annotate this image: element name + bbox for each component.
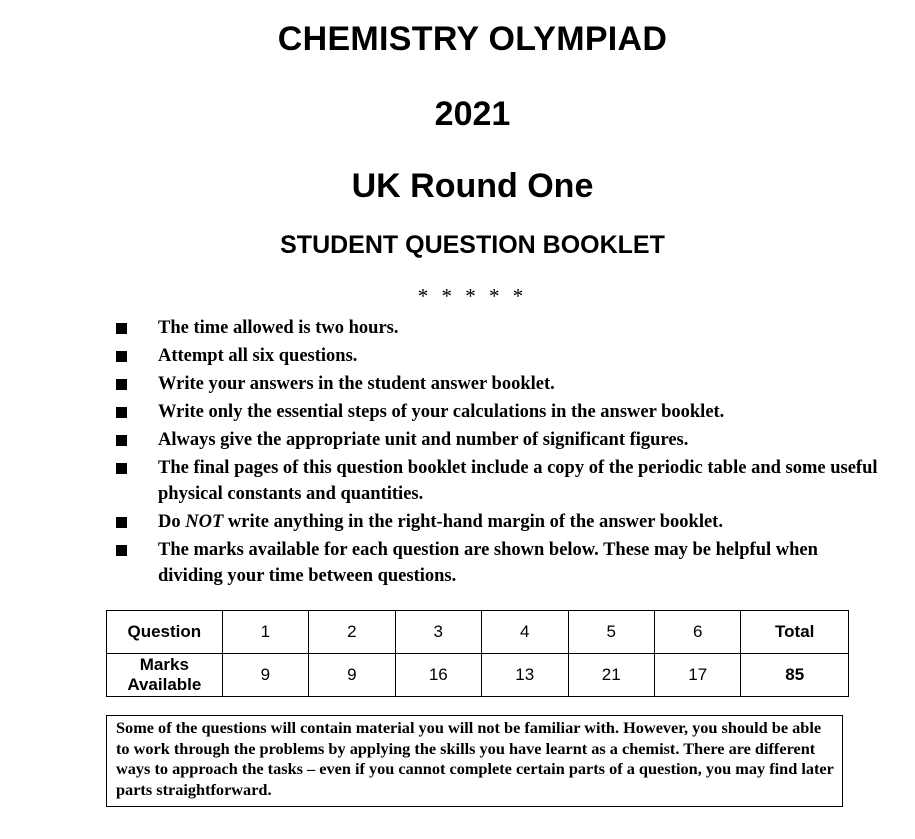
question-number-cell: 6 [654,611,740,654]
instruction-text: The final pages of this question booklet include a copy of the periodic table and some useful physical constants and quantities. [158,458,878,504]
stars-divider: * * * * * [417,284,528,308]
instruction-item [0,372,880,398]
instruction-item [0,428,880,454]
marks-value-cell: 9 [309,654,395,697]
instruction-item [0,456,880,507]
question-number-cell: 4 [482,611,568,654]
round-title: UK Round One [351,167,594,205]
instruction-item [0,510,880,536]
instruction-text-after: write anything in the right-hand margin of the answer booklet. [223,512,723,533]
instruction-text: The marks available for each question are shown below. These may be helpful when dividing your time between questions. [158,540,818,586]
document-year: 2021 [434,95,511,133]
instruction-text: Write your answers in the student answer booklet. [158,374,555,395]
marks-header-line1: Marks [139,655,189,674]
marks-header-line2: Available [127,675,202,694]
bullet-icon [116,517,127,528]
question-number-cell: 3 [395,611,481,654]
instruction-text-before: Do [158,512,186,533]
instructions-list [0,316,880,592]
marks-value-cell: 21 [568,654,654,697]
marks-table [106,610,849,697]
note-text: Some of the questions will contain material you will not be familiar with. However, you should be able to work through the problems by applying the skills you have learnt as a chemist. There are different ways to approach the tasks – even if you cannot complete certain parts of a question, you may find later parts straightforward. [116,718,834,799]
bullet-icon [116,323,127,334]
document-title: CHEMISTRY OLYMPIAD [277,20,668,58]
marks-value-cell: 13 [482,654,568,697]
question-header-cell: Question [107,611,223,654]
bullet-icon [116,435,127,446]
bullet-icon [116,351,127,362]
table-row [107,654,849,697]
marks-value-cell: 9 [222,654,308,697]
instruction-text: Always give the appropriate unit and number of significant figures. [158,430,689,451]
question-number-cell: 5 [568,611,654,654]
marks-value-cell: 16 [395,654,481,697]
instruction-item [0,538,880,589]
instruction-emphasis: NOT [185,512,224,533]
question-number-cell: 1 [222,611,308,654]
instruction-item [0,316,880,342]
marks-value-cell: 17 [654,654,740,697]
instruction-text: Write only the essential steps of your calculations in the answer booklet. [158,402,725,423]
bullet-icon [116,463,127,474]
instruction-text: Attempt all six questions. [158,346,358,367]
instruction-item [0,344,880,370]
booklet-subtitle: STUDENT QUESTION BOOKLET [280,231,665,259]
instruction-text: The time allowed is two hours. [158,318,399,338]
question-number-cell: 2 [309,611,395,654]
table-row [107,611,849,654]
bullet-icon [116,407,127,418]
bullet-icon [116,379,127,390]
total-header-cell: Total [741,611,849,654]
instruction-item [0,400,880,426]
bullet-icon [116,545,127,556]
note-box [106,715,843,807]
marks-header-cell [107,654,223,697]
total-value-cell: 85 [741,654,849,697]
